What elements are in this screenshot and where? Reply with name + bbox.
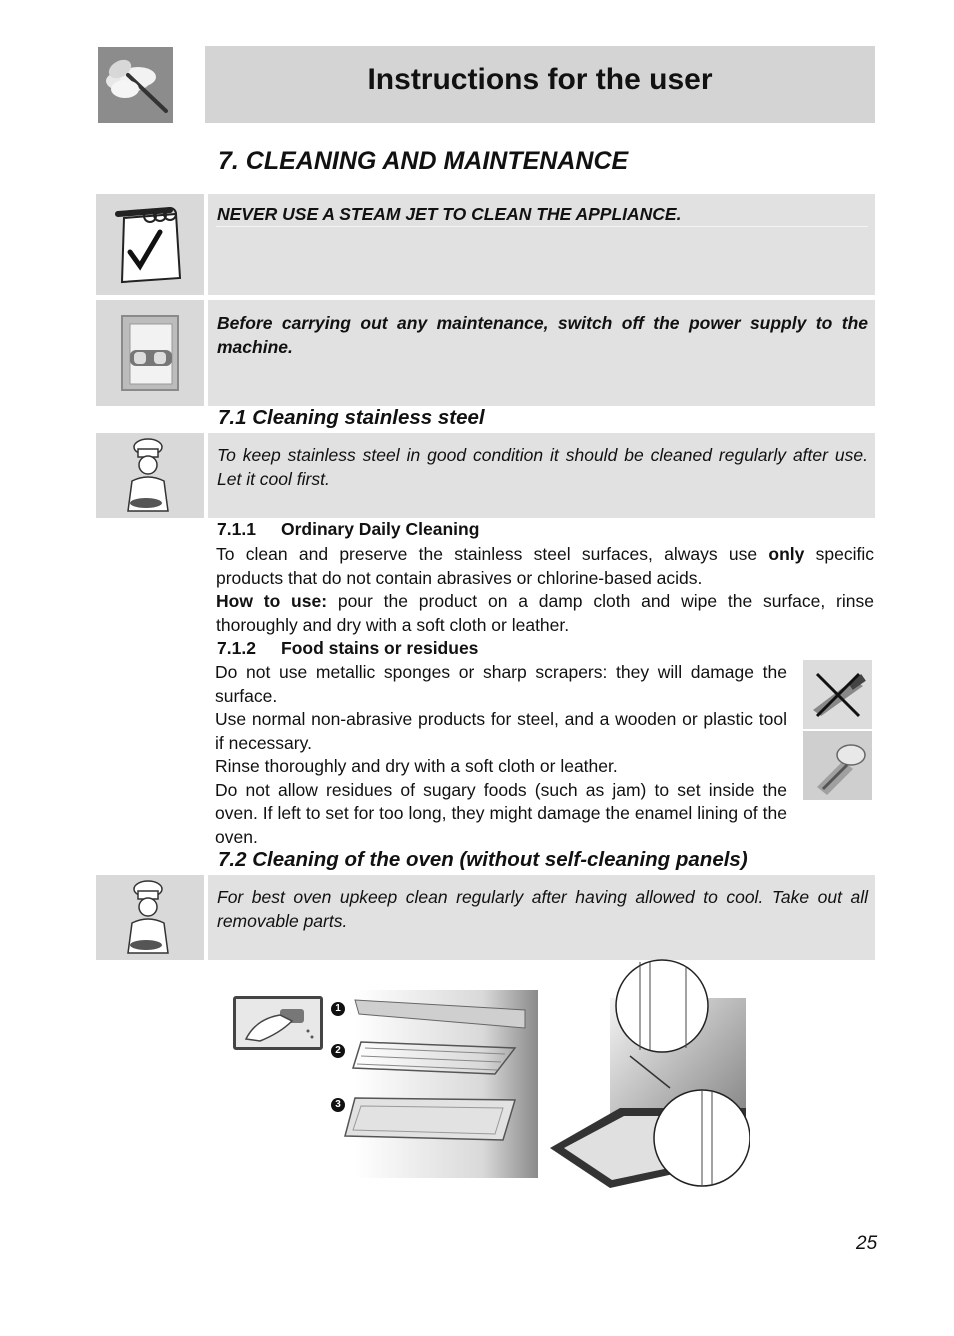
oven-parts-diagram — [325, 988, 540, 1180]
subsection-title-7-2: 7.2 Cleaning of the oven (without self-cleaning panels) — [218, 848, 748, 871]
food-stains-para-3: Rinse thoroughly and dry with a soft cloth or leather. — [215, 756, 618, 776]
subsection-label: Food stains or residues — [281, 638, 479, 658]
knife-prohibited-box — [803, 660, 872, 729]
oven-interior-diagram — [550, 958, 750, 1190]
food-stains-para-4: Do not allow residues of sugary foods (such as jam) to set inside the oven. If left to set for too long, they might damage the enamel lining of the oven. — [215, 779, 787, 847]
marker-2: 2 — [331, 1044, 345, 1058]
power-warning-text: Before carrying out any maintenance, switch off the power supply to the machine. — [217, 313, 868, 357]
food-stains-para-2: Use normal non-abrasive products for steel, and a wooden or plastic tool if necessary. — [215, 709, 787, 753]
subsection-title-7-1-1 — [217, 519, 479, 540]
chef-icon-cell — [96, 433, 204, 518]
para-text: pour the product on a damp cloth and wipe the surface, rinse thoroughly and dry with a soft cloth or leather. — [216, 591, 874, 635]
subsection-title-7-1-2 — [217, 638, 478, 659]
power-icon-cell — [96, 300, 204, 406]
marker-3: 3 — [331, 1098, 345, 1112]
power-switch-icon — [96, 300, 204, 406]
steam-warning-box — [208, 194, 875, 295]
daily-cleaning-para-2 — [216, 590, 874, 637]
brand-logo — [98, 47, 173, 123]
daily-cleaning-para-1 — [216, 543, 874, 590]
subsection-label: Ordinary Daily Cleaning — [281, 519, 480, 539]
para-text: To clean and preserve the stainless steel surfaces, always use — [216, 544, 769, 564]
para-bold: How to use: — [216, 591, 328, 611]
sponge-hand-icon — [236, 999, 320, 1047]
para-bold: only — [768, 544, 805, 564]
chef-icon — [96, 875, 204, 960]
chef-spoon-logo-icon — [98, 47, 173, 123]
section-title: 7. CLEANING AND MAINTENANCE — [218, 147, 629, 175]
chef-icon-cell — [96, 875, 204, 960]
steam-warning-text: NEVER USE A STEAM JET TO CLEAN THE APPLIANCE. — [217, 204, 682, 224]
para-text: specific products that do not contain abrasives or chlorine-based acids. — [216, 544, 874, 588]
stainless-note-text: To keep stainless steel in good condition it should be cleaned regularly after use. Let it cool first. — [217, 445, 868, 489]
divider — [216, 226, 868, 227]
subsection-number: 7.1.1 — [217, 519, 256, 539]
oven-note-box — [208, 875, 875, 960]
scraper-box — [803, 731, 872, 800]
oven-note-text: For best oven upkeep clean regularly after having allowed to cool. Take out all removable parts. — [217, 887, 868, 931]
power-warning-box — [208, 300, 875, 406]
food-stains-para-1: Do not use metallic sponges or sharp scrapers: they will damage the surface. — [215, 662, 787, 706]
daily-cleaning-text — [216, 543, 874, 637]
wooden-scraper-icon — [803, 731, 872, 800]
notepad-check-icon — [96, 194, 204, 295]
notepad-icon-cell — [96, 194, 204, 295]
page-header-title: Instructions for the user — [367, 63, 713, 96]
knife-prohibited-icon — [803, 660, 872, 729]
subsection-number: 7.1.2 — [217, 638, 256, 658]
food-stains-text — [215, 661, 787, 849]
marker-1: 1 — [331, 1002, 345, 1016]
page-number: 25 — [856, 1233, 878, 1254]
sponge-hand-box — [233, 996, 323, 1050]
subsection-title-7-1: 7.1 Cleaning stainless steel — [218, 406, 485, 429]
stainless-note-box — [208, 433, 875, 518]
chef-icon — [96, 433, 204, 518]
